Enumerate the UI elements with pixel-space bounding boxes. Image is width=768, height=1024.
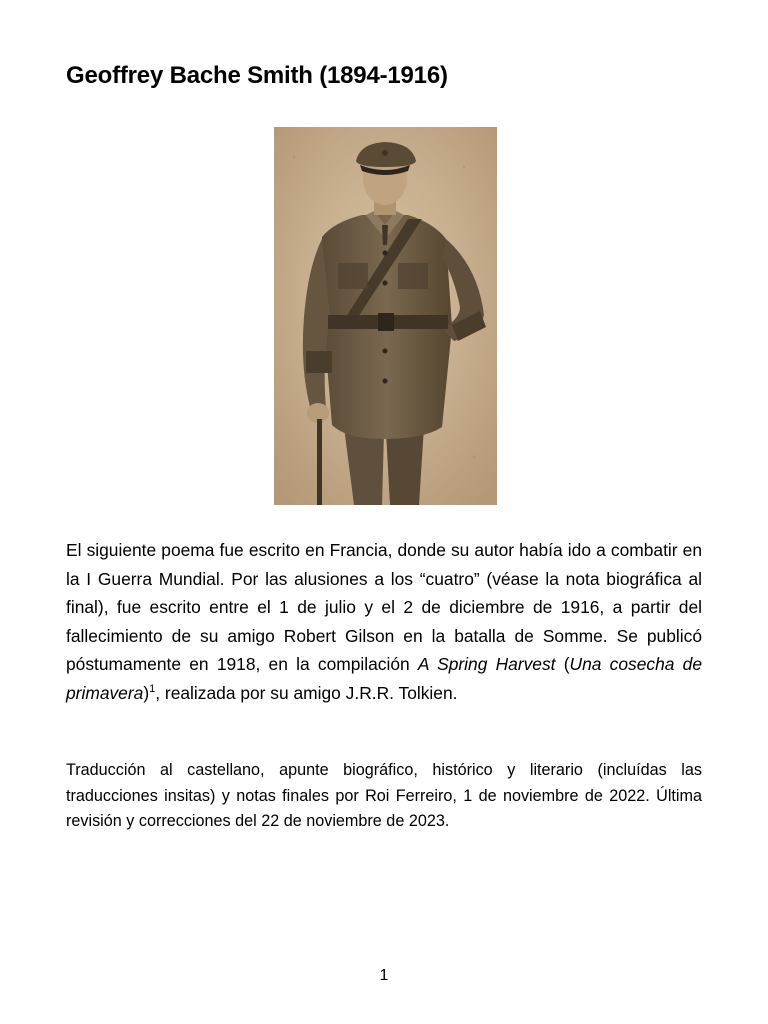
portrait-photo	[274, 127, 497, 505]
page-title: Geoffrey Bache Smith (1894-1916)	[66, 62, 448, 89]
intro-text-part1: El siguiente poema fue escrito en Francia, donde su autor había ido a combatir en la I Guerra Mundial. Por las alusiones a los “cuatro” (véase la nota biográfica al final), fue escrito entre el 1 de julio y el 2 de diciembre de 1916, a partir del fallecimiento de su amigo Robert Gilson en la batalla de Somme. Se publicó póstumamente en 1918, en la compilación	[66, 540, 702, 675]
book-title-translation: Una cosecha de primavera	[66, 654, 702, 703]
book-title: A Spring Harvest	[417, 654, 556, 675]
paren-open: (	[555, 654, 570, 675]
intro-paragraph	[66, 536, 702, 708]
intro-text-part2: , realizada por su amigo J.R.R. Tolkien.	[155, 682, 458, 703]
paren-close: )	[143, 682, 150, 703]
footnote-reference[interactable]: 1	[149, 683, 156, 696]
translation-credits: Traducción al castellano, apunte biográfico, histórico y literario (incluídas las traducciones insitas) y notas finales por Roi Ferreiro, 1 de noviembre de 2022. Última revisión y correcciones del 22 de noviembre de 2023.	[66, 761, 702, 830]
page-number: 1	[379, 967, 389, 984]
